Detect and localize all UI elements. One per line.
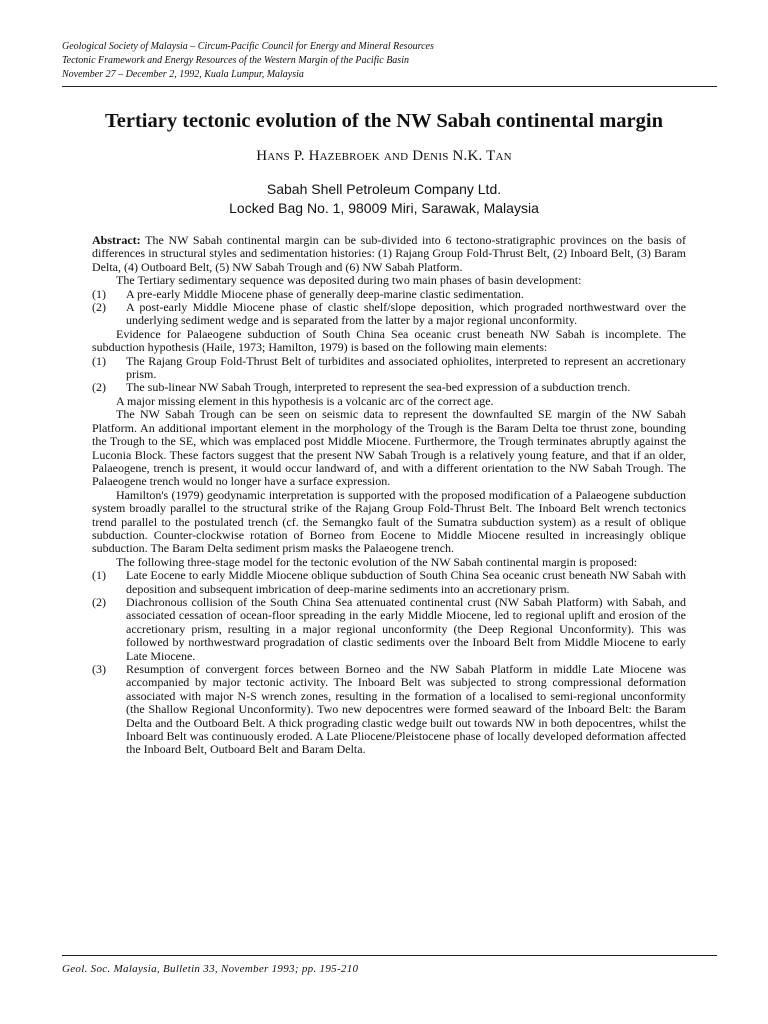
header-line-1: Geological Society of Malaysia – Circum-Pacific Council for Energy and Mineral Resources <box>62 41 434 52</box>
list-item <box>92 381 686 394</box>
list-item <box>92 288 686 301</box>
conference-header <box>62 40 712 82</box>
list-item <box>92 596 686 663</box>
author-names: Hans P. Hazebroek and Denis N.K. Tan <box>256 148 512 164</box>
affiliation-line-1: Sabah Shell Petroleum Company Ltd. <box>266 181 502 197</box>
journal-citation: Geol. Soc. Malaysia, Bulletin 33, November 1993; pp. 195-210 <box>62 963 359 975</box>
header-line-2: Tectonic Framework and Energy Resources of the Western Margin of the Pacific Basin <box>62 55 409 66</box>
list-text: A pre-early Middle Miocene phase of generally deep-marine clastic sedimentation. <box>126 286 524 301</box>
paragraph: The Tertiary sedimentary sequence was deposited during two main phases of basin development: <box>116 273 582 288</box>
paragraph: Evidence for Palaeogene subduction of South China Sea oceanic crust beneath NW Sabah is incomplete. The subduction hypothesis (Haile, 1973; Hamilton, 1979) is based on the following main elements: <box>92 326 686 355</box>
list-text: Resumption of convergent forces between Borneo and the NW Sabah Platform in middle Late Miocene was accompanied by major tectonic activity. The Inboard Belt was subjected to strong compressional deformation associated with major N-S wrench zones, resulting in the formation of a localised to semi-regional unconformity (the Shallow Regional Unconformity). Two new depocentres were formed seaward of the Inboard Belt: the Baram Delta and the Outboard Belt. A thick prograding clastic wedge built out towards NW in both depocentres, whilst the Inboard Belt was continuously eroded. A Late Pliocene/Pleistocene phase of locally developed deformation affected the Inboard Belt, Outboard Belt and Baram Delta. <box>126 662 686 757</box>
list-text: The sub-linear NW Sabah Trough, interpreted to represent the sea-bed expression of a subduction trench. <box>126 380 631 395</box>
list-number: (2) <box>92 594 106 609</box>
list-number: (2) <box>92 380 106 395</box>
list-text: The Rajang Group Fold-Thrust Belt of turbidites and associated ophiolites, interpreted to represent an accretionary prism. <box>126 353 686 382</box>
paragraph: A major missing element in this hypothesis is a volcanic arc of the correct age. <box>116 393 494 408</box>
list-number: (1) <box>92 286 106 301</box>
list-item <box>92 301 686 328</box>
list-text: Diachronous collision of the South China Sea attenuated continental crust (NW Sabah Platform) with Sabah, and associated cessation of ocean-floor spreading in the early Middle Miocene, led to regional uplift and erosion of the accretionary prism, resulting in a major regional unconformity (the Deep Regional Unconformity). This was followed by northwestward progradation of clastic sediments over the Inboard Belt from Middle Miocene to early Late Miocene. <box>126 594 686 663</box>
footer-rule <box>62 955 717 956</box>
paragraph: Hamilton's (1979) geodynamic interpretation is supported with the proposed modification of a Palaeogene subduction system broadly parallel to the structural strike of the Rajang Group Fold-Thrust Belt. The Inboard Belt wrench tectonics trend parallel to the postulated trench (cf. the Semangko fault of the Sumatra subduction system) as a result of oblique subduction. Counter-clockwise rotation of Borneo from Eocene to Middle Miocene resulted in increasingly oblique subduction. The Baram Delta sediment prism masks the Palaeogene trench. <box>92 487 686 556</box>
list-number: (1) <box>92 568 106 583</box>
list-text: A post-early Middle Miocene phase of clastic shelf/slope deposition, which prograded northwestward over the underlying sediment wedge and is separated from the latter by a major regional unconformity. <box>126 300 686 328</box>
abstract-intro-text: The NW Sabah continental margin can be sub-divided into 6 tectono-stratigraphic provinces on the basis of differences in structural styles and sedimentation histories: (1) Rajang Group Fold-Thrust Belt, (2) Inboard Belt, (3) Baram Delta, (4) Outboard Belt, (5) NW Sabah Trough and (6) NW Sabah Platform. <box>92 233 686 274</box>
abstract-body <box>92 234 686 757</box>
list-text: Late Eocene to early Middle Miocene oblique subduction of South China Sea oceanic crust beneath NW Sabah with deposition and subsequent imbrication of deep-marine sediments into an accretionary prism. <box>126 568 686 596</box>
paragraph: The NW Sabah Trough can be seen on seismic data to represent the downfaulted SE margin of the NW Sabah Platform. An additional important element in the morphology of the Trough is the Baram Delta toe thrust zone, bounding the Trough to the SE, which was emplaced post Middle Miocene. Furthermore, the Trough terminates abruptly against the Luconia Block. These factors suggest that the present NW Sabah Trough is a relatively young feature, and that if an older, Palaeogene, trench is present, it would occur landward of, and with a different orientation to the NW Sabah Trough. The Palaeogene trench would no longer have a surface expression. <box>92 407 686 489</box>
list-number: (2) <box>92 300 106 315</box>
affiliation <box>50 180 718 218</box>
header-line-3: November 27 – December 2, 1992, Kuala Lumpur, Malaysia <box>62 69 304 80</box>
list-number: (3) <box>92 662 106 676</box>
paper-title: Tertiary tectonic evolution of the NW Sabah continental margin <box>104 110 664 132</box>
list-item <box>92 663 686 757</box>
abstract-intro <box>92 234 686 274</box>
list-item <box>92 569 686 596</box>
list-item <box>92 355 686 382</box>
affiliation-line-2: Locked Bag No. 1, 98009 Miri, Sarawak, Malaysia <box>229 200 539 216</box>
list-number: (1) <box>92 353 106 368</box>
header-rule <box>62 86 717 87</box>
paragraph: The following three-stage model for the tectonic evolution of the NW Sabah continental margin is proposed: <box>116 554 638 569</box>
abstract-label: Abstract: <box>92 233 141 247</box>
